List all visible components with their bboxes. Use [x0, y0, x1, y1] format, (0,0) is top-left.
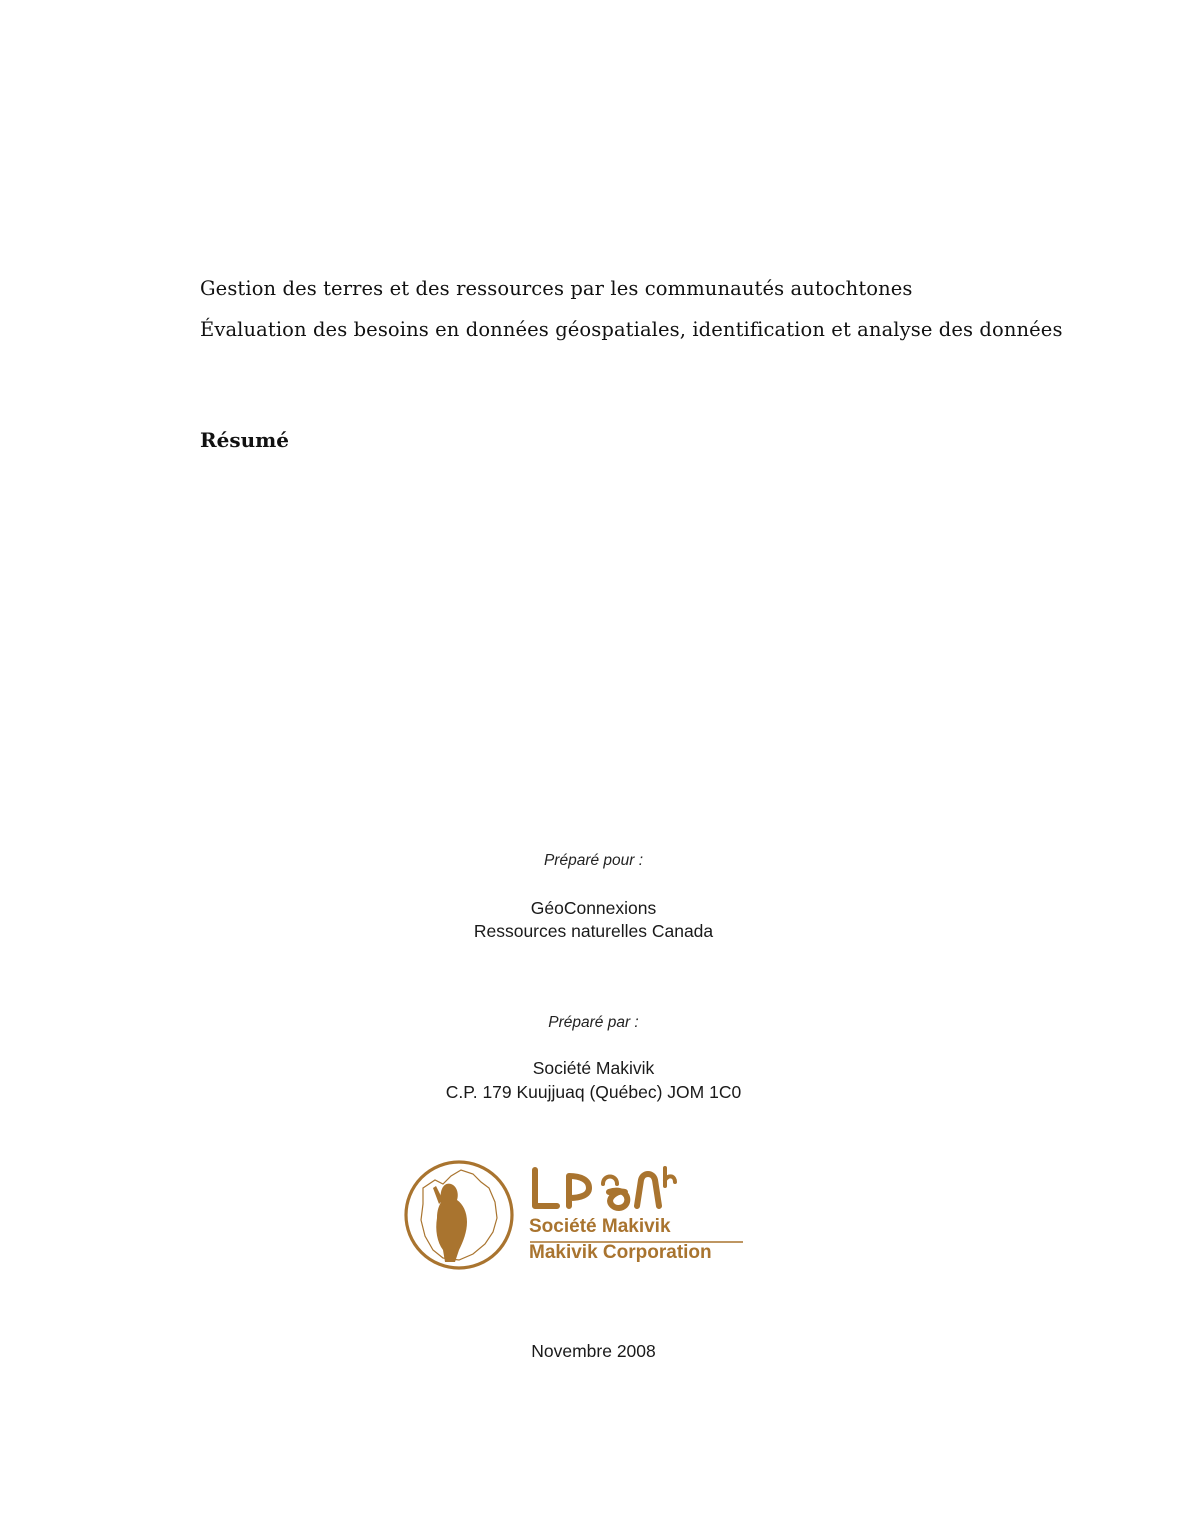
document-date: Novembre 2008: [531, 1341, 656, 1361]
resume-heading: Résumé: [200, 428, 290, 452]
prepared-by-label: Préparé par :: [548, 1014, 639, 1031]
title-line-1: Gestion des terres et des ressources par les communautés autochtones: [200, 277, 913, 300]
title-line-2: Évaluation des besoins en données géospatiales, identification et analyse des données: [200, 318, 1063, 341]
prepared-for-dept: Ressources naturelles Canada: [473, 921, 714, 941]
prepared-by-address: C.P. 179 Kuujjuaq (Québec) JOM 1C0: [445, 1082, 742, 1102]
syllabics-wordmark: [535, 1168, 675, 1208]
prepared-by-org: Société Makivik: [532, 1058, 655, 1078]
figure-icon: [433, 1184, 467, 1262]
prepared-for-org: GéoConnexions: [530, 898, 657, 918]
prepared-for-label: Préparé pour :: [543, 852, 644, 869]
logo-name-fr: Société Makivik: [529, 1216, 671, 1237]
logo-name-en: Makivik Corporation: [529, 1242, 712, 1263]
